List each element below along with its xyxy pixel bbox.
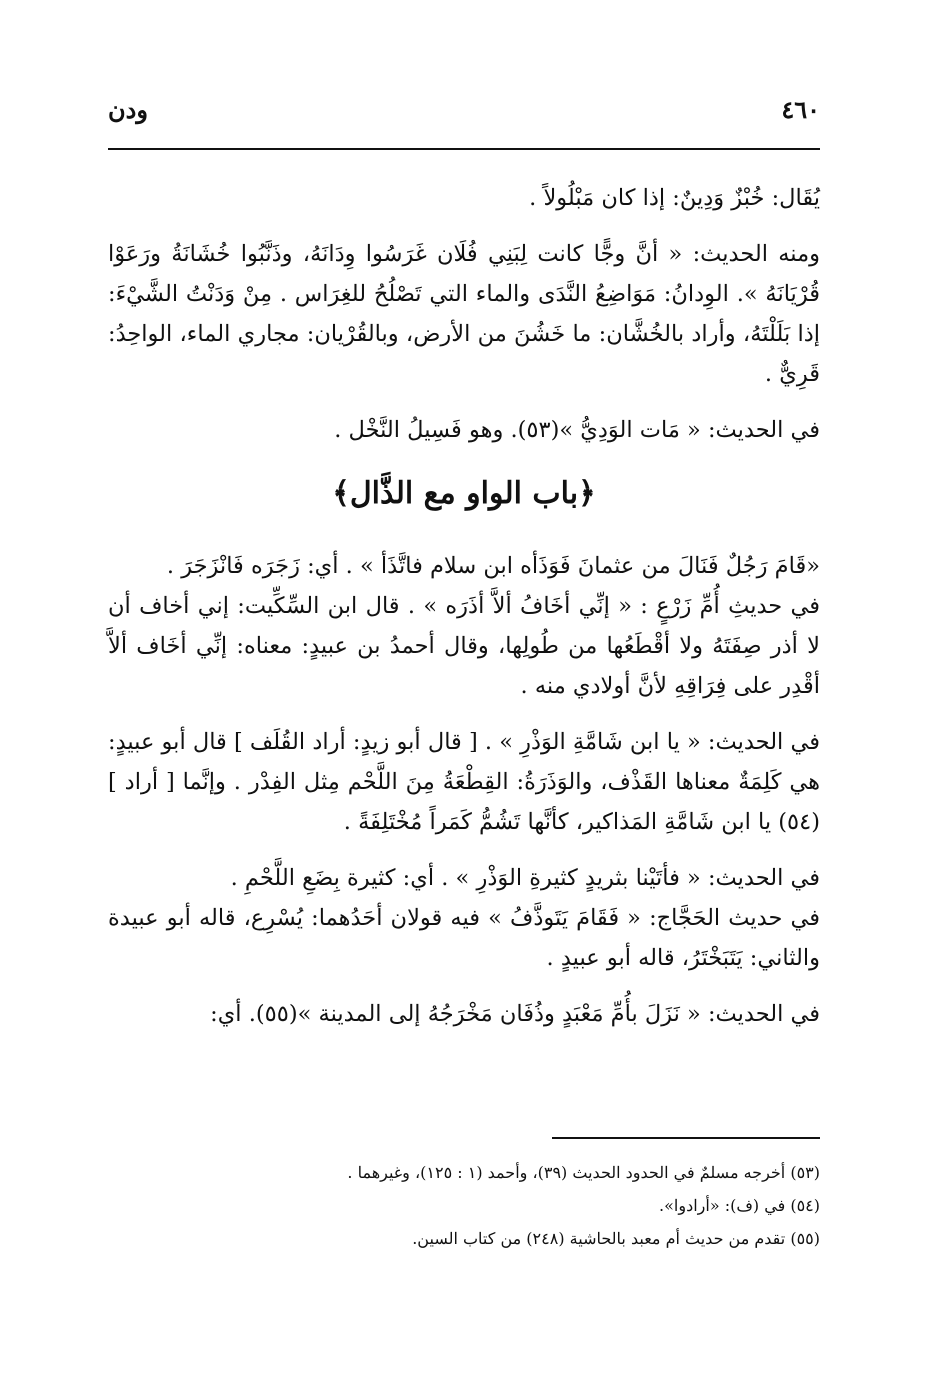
paragraph: في الحديث: « مَات الوَدِيُّ »(٥٣). وهو فَسِيلُ النَّخْل . <box>334 417 820 443</box>
paragraph: ومنه الحديث: « أنَّ وجًّا كانت لِبَنِي فُلَان غَرَسُوا وِدَانَهُ، وذَنَّبُوا خُشَانَةُ ورَعَوْا قُرْيَانَهُ ». الوِدانُ: مَوَاضِعُ النَّدَى والماء التي تَصْلُحُ للغِرَاس . مِنْ وَدَنْتُ الشَّيْءَ: إذا بَلَلْتَهُ، وأراد بالخُشَّان: ما خَشُنَ من الأرض، وبالقُرْيان: مجاري الماء، الواحِدُ: قَرِيٌّ . <box>108 241 820 387</box>
footnote-rule <box>552 1137 820 1139</box>
running-title: ودن <box>108 94 148 124</box>
page-number: ٤٦٠ <box>781 94 820 124</box>
main-text <box>108 178 820 1050</box>
paragraph: في حديثِ أُمِّ زَرْعٍ : « إنِّي أخَافُ ألاَّ أذَرَه » . قال ابن السِّكِّيت: إني أخاف أن لا أذر صِفَتَهُ ولا أقْطَعُها من طُولِها، وقال أحمدُ بن عبيدٍ: معناه: إنِّي أخَاف ألاَّ أقْدِر على فِرَاقِهِ لأنَّ أولادي منه . <box>108 593 820 699</box>
header-rule <box>108 148 820 150</box>
paragraph: في الحديث: « فأتَيْنا بثريدٍ كثيرةِ الوَذْرِ » . أي: كثيرة بِضَعِ اللَّحْمِ . <box>230 865 820 891</box>
section-title: ﴿باب الواو مع الذَّال﴾ <box>332 476 596 511</box>
paragraph: في الحديث: « يا ابن شَامَّةِ الوَذْرِ » . [ قال أبو زيدٍ: أراد القُلَف ] قال أبو عبيدٍ: هي كَلِمَةٌ معناها القَذْف، والوَذَرَةُ: القِطْعَةُ مِنَ اللَّحْم مِثل الفِدْر . وإنَّما [ أراد ](٥٤) يا ابن شَامَّةِ المَذاكير، كأنَّها تَشُمُّ كَمَراً مُخْتَلِفَةً . <box>108 729 820 835</box>
paragraph: في حديث الحَجَّاج: « فَقَامَ يَتَوذَّفُ » فيه قولان أحَدُهما: يُسْرِع، قاله أبو عبيدة والثاني: يَتَبَخْتَرُ، قاله أبو عبيدٍ . <box>108 905 820 971</box>
footnotes <box>108 1156 820 1255</box>
paragraph: في الحديث: « نَزَلَ بأُمِّ مَعْبَدٍ وذُفَان مَخْرَجُهُ إلى المدينة »(٥٥). أي: <box>210 1001 820 1027</box>
paragraph: يُقَال: خُبْزٌ وَدِينٌ: إذا كان مَبْلُولاً . <box>529 185 820 211</box>
page-header <box>108 88 820 130</box>
footnote: (٥٣) أخرجه مسلمٌ في الحدود الحديث (٣٩)، وأحمد (١ : ١٢٥)، وغيرهما . <box>347 1163 820 1182</box>
footnote: (٥٥) تقدم من حديث أم معبد بالحاشية (٢٤٨) من كتاب السين. <box>412 1229 820 1248</box>
paragraph: «قَامَ رَجُلٌ فَنَالَ من عثمانَ فَوَذَأه ابن سلام فاتَّذَأ » . أي: زَجَرَه فَانْزَجَرَ . <box>166 553 820 579</box>
footnote: (٥٤) في (ف): «أرادوا». <box>659 1196 820 1215</box>
